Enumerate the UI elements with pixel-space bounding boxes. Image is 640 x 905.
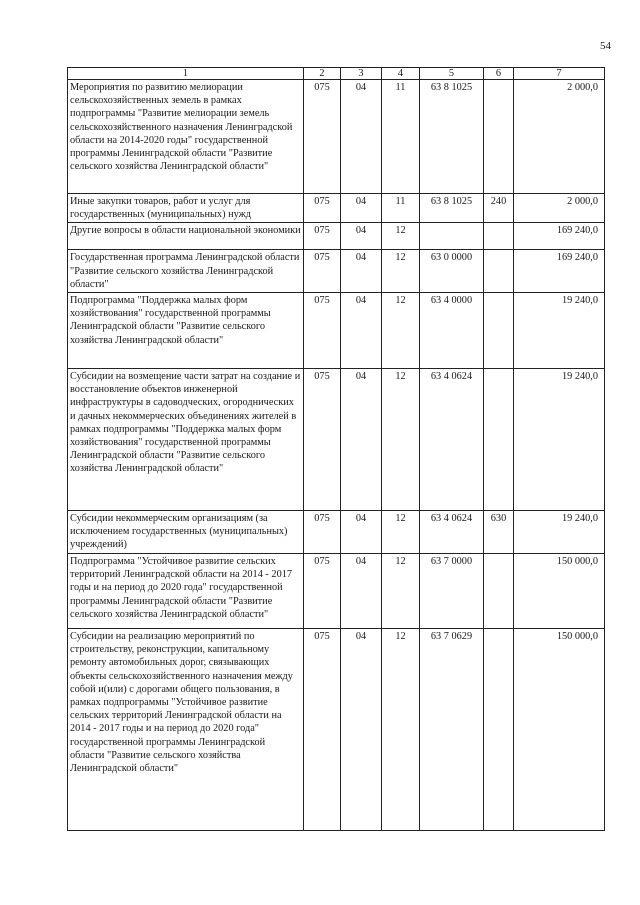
header-cell: 6 (484, 68, 514, 80)
row-amount-cell: 19 240,0 (514, 511, 605, 554)
row-target-cell (420, 223, 484, 250)
row-name-cell: Другие вопросы в области национальной экономики (68, 223, 304, 250)
row-subsection-cell: 11 (382, 80, 420, 194)
header-cell: 3 (341, 68, 382, 80)
header-row (68, 68, 605, 80)
header-cell: 7 (514, 68, 605, 80)
row-code-cell: 075 (304, 80, 341, 194)
row-code-cell: 075 (304, 250, 341, 293)
row-section-cell: 04 (341, 223, 382, 250)
budget-table-body (68, 68, 605, 831)
row-amount-cell: 2 000,0 (514, 80, 605, 194)
row-name-cell: Мероприятия по развитию мелиорации сельскохозяйственных земель в рамках подпрограммы "Развитие мелиорации земель сельскохозяйственного назначения Ленинградской области на 2014-2020 годы" государственной программы Ленинградской области "Развитие сельского хозяйства Ленинградской области" (68, 80, 304, 194)
row-name-cell: Иные закупки товаров, работ и услуг для государственных (муниципальных) нужд (68, 194, 304, 223)
table-row (68, 223, 605, 250)
row-subsection-cell: 11 (382, 194, 420, 223)
row-code-cell: 075 (304, 511, 341, 554)
row-section-cell: 04 (341, 629, 382, 831)
page-number: 54 (600, 40, 611, 52)
row-subsection-cell: 12 (382, 511, 420, 554)
row-subsection-cell: 12 (382, 223, 420, 250)
row-name-cell: Субсидии на возмещение части затрат на создание и восстановление объектов инженерной инфраструктуры в садоводческих, огороднических и дачных некоммерческих объединениях жителей в рамках подпрограммы "Поддержка малых форм хозяйствования" государственной программы Ленинградской области "Развитие сельского хозяйства Ленинградской области" (68, 369, 304, 511)
row-section-cell: 04 (341, 194, 382, 223)
row-amount-cell: 169 240,0 (514, 223, 605, 250)
row-amount-cell: 150 000,0 (514, 554, 605, 629)
table-row (68, 629, 605, 831)
row-type-cell (484, 250, 514, 293)
row-amount-cell: 150 000,0 (514, 629, 605, 831)
row-name-cell: Субсидии некоммерческим организациям (за исключением государственных (муниципальных) учреждений) (68, 511, 304, 554)
row-target-cell: 63 4 0624 (420, 369, 484, 511)
row-target-cell: 63 8 1025 (420, 194, 484, 223)
row-code-cell: 075 (304, 629, 341, 831)
row-type-cell: 630 (484, 511, 514, 554)
row-name-cell: Подпрограмма "Устойчивое развитие сельских территорий Ленинградской области на 2014 - 2017 годы и на период до 2020 года" государственной программы Ленинградской области "Развитие сельского хозяйства Ленинградской области" (68, 554, 304, 629)
row-target-cell: 63 8 1025 (420, 80, 484, 194)
header-cell: 2 (304, 68, 341, 80)
row-code-cell: 075 (304, 554, 341, 629)
row-subsection-cell: 12 (382, 629, 420, 831)
row-name-cell: Субсидии на реализацию мероприятий по строительству, реконструкции, капитальному ремонту автомобильных дорог, связывающих объекты сельскохозяйственного назначения между собой и(или) с дорогами общего пользования, в рамках подпрограммы "Устойчивое развитие сельских территорий Ленинградской области на 2014 - 2017 годы и на период до 2020 года" государственной программы Ленинградской области "Развитие сельского хозяйства Ленинградской области" (68, 629, 304, 831)
row-subsection-cell: 12 (382, 293, 420, 369)
header-cell: 5 (420, 68, 484, 80)
budget-table (67, 67, 605, 831)
table-row (68, 250, 605, 293)
header-cell: 4 (382, 68, 420, 80)
table-row (68, 194, 605, 223)
row-name-cell: Подпрограмма "Поддержка малых форм хозяйствования" государственной программы Ленинградской области "Развитие сельского хозяйства Ленинградской области" (68, 293, 304, 369)
row-subsection-cell: 12 (382, 554, 420, 629)
row-target-cell: 63 0 0000 (420, 250, 484, 293)
row-amount-cell: 19 240,0 (514, 369, 605, 511)
row-section-cell: 04 (341, 80, 382, 194)
row-subsection-cell: 12 (382, 250, 420, 293)
row-section-cell: 04 (341, 369, 382, 511)
row-type-cell (484, 629, 514, 831)
row-amount-cell: 2 000,0 (514, 194, 605, 223)
row-type-cell (484, 554, 514, 629)
row-section-cell: 04 (341, 250, 382, 293)
row-section-cell: 04 (341, 554, 382, 629)
row-target-cell: 63 7 0629 (420, 629, 484, 831)
row-section-cell: 04 (341, 511, 382, 554)
row-type-cell (484, 80, 514, 194)
table-row (68, 511, 605, 554)
row-subsection-cell: 12 (382, 369, 420, 511)
row-section-cell: 04 (341, 293, 382, 369)
row-type-cell (484, 369, 514, 511)
row-type-cell (484, 223, 514, 250)
row-amount-cell: 19 240,0 (514, 293, 605, 369)
header-cell: 1 (68, 68, 304, 80)
table-row (68, 293, 605, 369)
row-type-cell: 240 (484, 194, 514, 223)
row-code-cell: 075 (304, 194, 341, 223)
row-amount-cell: 169 240,0 (514, 250, 605, 293)
row-code-cell: 075 (304, 369, 341, 511)
table-row (68, 369, 605, 511)
row-type-cell (484, 293, 514, 369)
table-row (68, 554, 605, 629)
row-code-cell: 075 (304, 223, 341, 250)
row-target-cell: 63 4 0624 (420, 511, 484, 554)
row-name-cell: Государственная программа Ленинградской области "Развитие сельского хозяйства Ленинградской области" (68, 250, 304, 293)
row-target-cell: 63 7 0000 (420, 554, 484, 629)
row-target-cell: 63 4 0000 (420, 293, 484, 369)
row-code-cell: 075 (304, 293, 341, 369)
table-row (68, 80, 605, 194)
